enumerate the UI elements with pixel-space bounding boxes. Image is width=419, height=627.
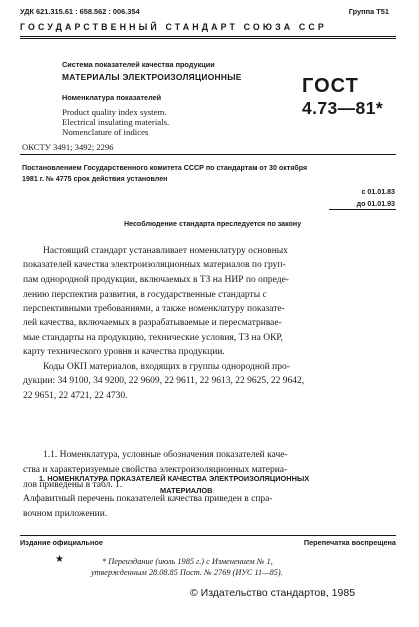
- republication-note-line-2: утвержденным 28.08.85 Пост. № 2769 (ИУС 11—85).: [91, 568, 283, 577]
- section-paragraph-line: 1.1. Номенклатура, условные обозначения показателей каче-: [43, 450, 288, 460]
- intro-line: карту технического уровня и качества продукции.: [23, 347, 225, 357]
- header-divider-double: [20, 38, 396, 39]
- validity-end: до 01.01.93: [356, 200, 395, 208]
- english-title-line-3: Nomenclature of indices: [62, 127, 149, 137]
- star-icon: ★: [55, 554, 64, 565]
- intro-line: мые стандарты на продукцию, технические условия, ТЗ на ОКР,: [23, 333, 283, 343]
- standard-banner: ГОСУДАРСТВЕННЫЙ СТАНДАРТ СОЮЗА ССР: [20, 22, 327, 32]
- okstu-codes: ОКСТУ 3491; 3492; 2296: [22, 142, 114, 152]
- intro-line: пам однородной продукции, включаемых в ТЗ на НИР по опреде-: [23, 275, 289, 285]
- okp-line: дукции: 34 9100, 34 9200, 22 9609, 22 9611, 22 9613, 22 9625, 22 9642,: [23, 376, 305, 386]
- decree-line-2: 1981 г. № 4775 срок действия установлен: [22, 175, 168, 183]
- gost-number: 4.73—81*: [302, 98, 384, 118]
- section-paragraph-line: лов приведены в табл. 1.: [23, 480, 123, 490]
- header-divider: [20, 36, 396, 37]
- title-divider: [20, 154, 396, 155]
- udk-code: УДК 621.315.61 : 658.562 : 006.354: [20, 7, 140, 16]
- copyright-notice: © Издательство стандартов, 1985: [190, 587, 356, 599]
- intro-line: лей качества, включаемых в разрабатываемые и пересматривае-: [23, 318, 282, 328]
- section-paragraph-line: Алфавитный перечень показателей качества приведен в спра-: [23, 494, 273, 504]
- okp-line: Коды ОКП материалов, входящих в группы однородной про-: [43, 362, 290, 372]
- official-edition-label: Издание официальное: [20, 538, 103, 547]
- intro-line: перспективными требованиями, а также номенклатуру показате-: [23, 304, 285, 314]
- legal-notice: Несоблюдение стандарта преследуется по закону: [124, 220, 302, 228]
- english-title-line-2: Electrical insulating materials.: [62, 117, 170, 127]
- section-paragraph-line: вочном приложении.: [23, 509, 108, 519]
- section-paragraph-line: ства и характеризуемые свойства электроизоляционных материа-: [23, 465, 288, 475]
- reprint-prohibited-label: Перепечатка воспрещена: [303, 538, 396, 547]
- intro-line: показателей качества электроизоляционных материалов по груп-: [23, 260, 286, 270]
- section-heading-line-1: 1. НОМЕНКЛАТУРА ПОКАЗАТЕЛЕЙ КАЧЕСТВА ЭЛЕКТРОИЗОЛЯЦИОННЫХ: [39, 474, 310, 483]
- gost-label: ГОСТ: [302, 75, 359, 97]
- okp-line: 22 9651, 22 4721, 22 4730.: [23, 391, 128, 401]
- intro-line: лению перспектив развития, в государственные стандарты с: [23, 290, 267, 300]
- footer-divider: [20, 535, 396, 536]
- validity-start: с 01.01.83: [361, 188, 395, 196]
- section-heading-line-2: МАТЕРИАЛОВ: [160, 486, 213, 495]
- english-title-line-1: Product quality index system.: [62, 107, 167, 117]
- intro-line: Настоящий стандарт устанавливает номенклатуру основных: [43, 246, 288, 256]
- decree-line-1: Постановлением Государственного комитета СССР по стандартам от 30 октября: [22, 164, 308, 172]
- nomenclature-title: Номенклатура показателей: [62, 93, 162, 102]
- materials-title: МАТЕРИАЛЫ ЭЛЕКТРОИЗОЛЯЦИОННЫЕ: [62, 72, 242, 82]
- republication-note-line-1: * Переиздание (июль 1985 г.) с Изменением № 1,: [102, 557, 273, 566]
- validity-divider: [329, 209, 396, 210]
- group-code: Группа Т51: [348, 7, 389, 16]
- system-title: Система показателей качества продукции: [62, 60, 215, 69]
